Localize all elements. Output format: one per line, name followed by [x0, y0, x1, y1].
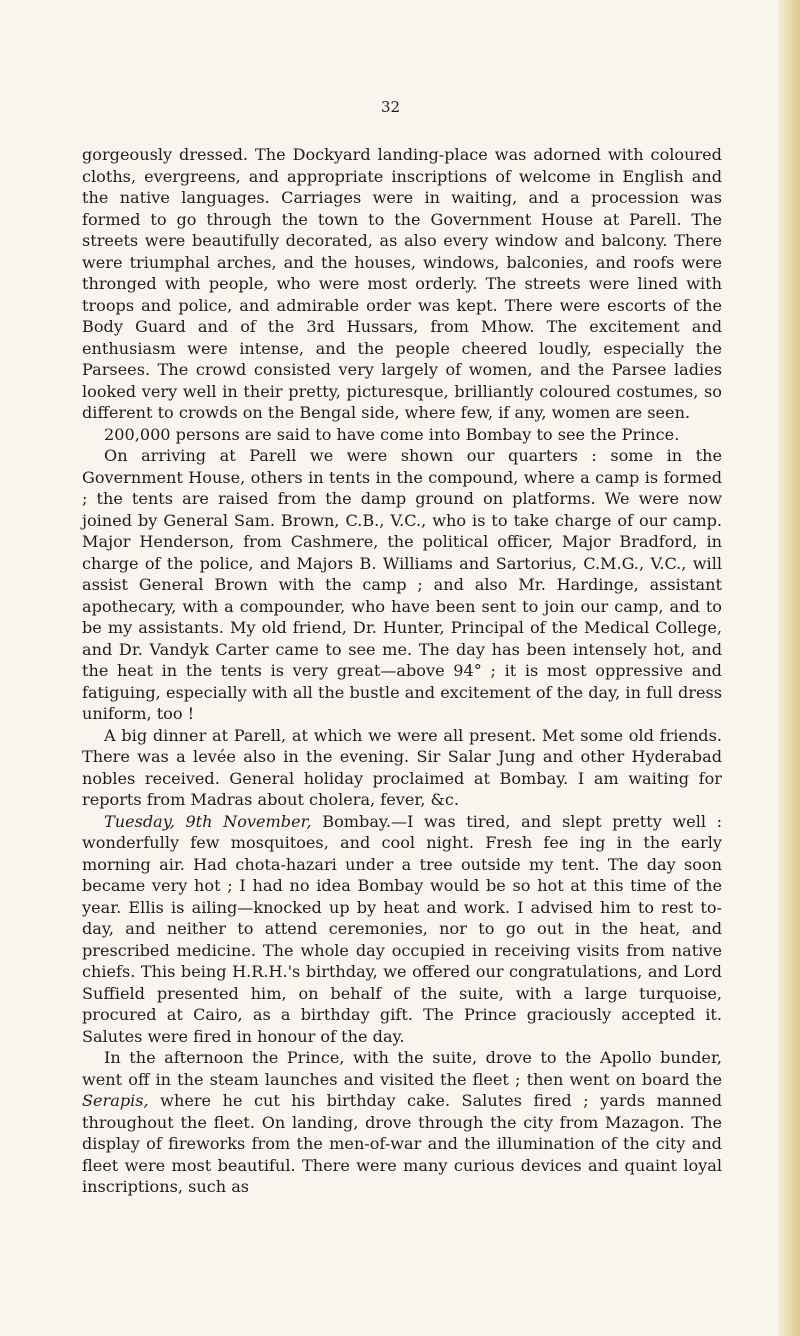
paragraph-procession: gorgeously dressed. The Dockyard landing-place was adorned with coloured cloths, evergreens, and appropriate inscriptions of welcome in English and the native languages. Carriages were in waiting, and a procession was formed to go through the town to the Government House at Parell. The streets were beautifully decorated, as also every window and balcony. There were triumphal arches, and the houses, windows, balconies, and roofs were thronged with people, who were most orderly. The streets were lined with troops and police, and admirable order was kept. There were escorts of the Body Guard and of the 3rd Hussars, from Mhow. The excitement and enthusiasm were intense, and the people cheered loudly, especially the Parsees. The crowd consisted very largely of women, and the Parsee ladies looked very well in their pretty, picturesque, brilliantly coloured costumes, so different to crowds on the Bengal side, where few, if any, women are seen. — [82, 145, 722, 422]
body-text — [82, 144, 722, 1198]
ship-name: Serapis, — [82, 1091, 149, 1110]
paragraph-tuesday-text: Bombay.—I was tired, and slept pretty well : wonderfully few mosquitoes, and cool night. Fresh fee ing in the early morning air. Had chota-hazari under a tree outside my tent. The day soon became very hot ; I had no idea Bombay would be so hot at this time of the year. Ellis is ailing—knocked up by heat and work. I advised him to rest to-day, and neither to attend ceremonies, nor to go out in the heat, and prescribed medicine. The whole day occupied in receiving visits from native chiefs. This being H.R.H.'s birthday, we offered our congratulations, and Lord Suffield presented him, on behalf of the suite, with a large turquoise, procured at Cairo, as a birthday gift. The Prince graciously accepted it. Salutes were fired in honour of the day. — [82, 811, 723, 1046]
paragraph-tuesday — [82, 811, 722, 1048]
paragraph-afternoon-after: where he cut his birthday cake. Salutes fired ; yards manned throughout the fleet. On landing, drove through the city from Mazagon. The display of fireworks from the men-of-war and the illumination of the city and fleet were most beautiful. There were many curious devices and quaint loyal inscriptions, such as — [82, 1091, 722, 1196]
page-number: 32 — [381, 98, 401, 116]
paragraph-afternoon-before: In the afternoon the Prince, with the suite, drove to the Apollo bunder, went off in the steam launches and visited the fleet ; then went on board the — [82, 1048, 722, 1089]
page-edge-shading — [778, 0, 800, 1336]
diary-date: Tuesday, 9th November, — [104, 811, 312, 831]
paragraph-quarters: On arriving at Parell we were shown our quarters : some in the Government House, others in tents in the compound, where a camp is formed ; the tents are raised from the damp ground on platforms. We were now joined by General Sam. Brown, C.B., V.C., who is to take charge of our camp. Major Henderson, from Cashmere, the political officer, Major Bradford, in charge of the police, and Majors B. Williams and Sartorius, C.M.G., V.C., will assist General Brown with the camp ; and also Mr. Hardinge, assistant apothecary, with a compounder, who have been sent to join our camp, and to be my assistants. My old friend, Dr. Hunter, Principal of the Medical College, and Dr. Vandyk Carter came to see me. The day has been intensely hot, and the heat in the tents is very great—above 94° ; it is most oppressive and fatiguing, especially with all the bustle and excitement of the day, in full dress uniform, too ! — [82, 446, 722, 723]
paragraph-crowd-count: 200,000 persons are said to have come into Bombay to see the Prince. — [104, 424, 680, 444]
paragraph-afternoon — [82, 1047, 722, 1198]
paragraph-dinner: A big dinner at Parell, at which we were all present. Met some old friends. There was a levée also in the evening. Sir Salar Jung and other Hyderabad nobles received. General holiday proclaimed at Bombay. I am waiting for reports from Madras about cholera, fever, &c. — [82, 725, 722, 809]
